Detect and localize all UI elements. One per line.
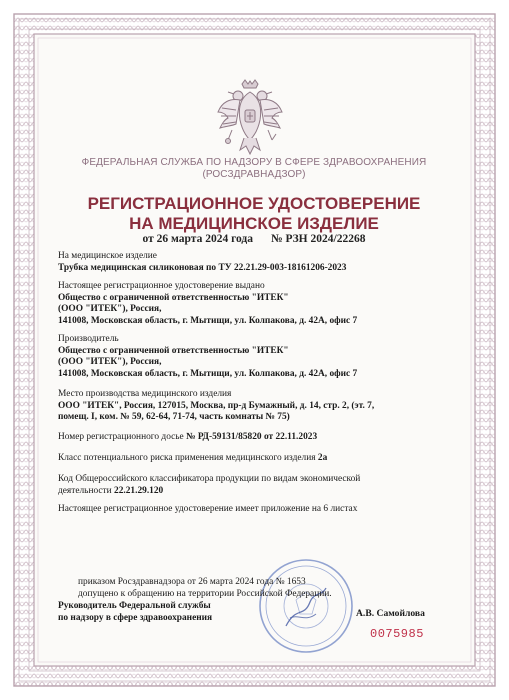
- risk-class-section: [58, 453, 458, 465]
- manufacturer-section: [58, 334, 458, 380]
- okpd-label-line-1: Код Общероссийского классификатора продукции по видам экономической: [58, 474, 361, 484]
- date-number-line: [54, 233, 454, 245]
- appendix-text: Настоящее регистрационное удостоверение имеет приложение на 6 листах: [58, 504, 358, 514]
- title-line-2: НА МЕДИЦИНСКОЕ ИЗДЕЛИЕ: [129, 214, 379, 233]
- issued-to-label: Настоящее регистрационное удостоверение выдано: [58, 281, 265, 291]
- agency-header: [54, 157, 454, 181]
- manufacturer-address: 141008, Московская область, г. Мытищи, ул. Колпакова, д. 42А, офис 7: [58, 368, 358, 379]
- production-site-label: Место производства медицинского изделия: [58, 389, 232, 399]
- dossier-label: Номер регистрационного досье: [58, 432, 184, 442]
- signatory-title: [58, 601, 212, 624]
- issued-to-line-2: (ООО "ИТЕК"), Россия,: [58, 304, 162, 315]
- order-note-line-1: приказом Росздравнадзора от 26 марта 2024 года № 1653: [78, 577, 306, 587]
- signatory-title-line-2: по надзору в сфере здравоохранения: [58, 612, 213, 623]
- certificate-title: [54, 194, 454, 234]
- risk-class-label: Класс потенциального риска применения медицинского изделия: [58, 453, 316, 463]
- coat-of-arms-emblem: [214, 78, 286, 156]
- agency-name: ФЕДЕРАЛЬНАЯ СЛУЖБА ПО НАДЗОРУ В СФЕРЕ ЗДРАВООХРАНЕНИЯ: [81, 157, 427, 168]
- dossier-section: [58, 432, 458, 444]
- issued-to-section: [58, 281, 458, 327]
- device-label: На медицинское изделие: [58, 251, 157, 261]
- issued-to-line-1: Общество с ограниченной ответственностью "ИТЕК": [58, 292, 289, 303]
- serial-number: 0075985: [370, 627, 424, 641]
- production-site-section: [58, 389, 458, 424]
- signatory-title-line-1: Руководитель Федеральной службы: [58, 601, 211, 611]
- manufacturer-label: Производитель: [58, 334, 119, 344]
- device-section: [58, 251, 458, 274]
- title-line-1: РЕГИСТРАЦИОННОЕ УДОСТОВЕРЕНИЕ: [87, 194, 421, 213]
- production-site-line-2: помещ. I, ком. № 59, 62-64, 71-74, часть комнаты № 75): [58, 412, 290, 423]
- issued-to-address: 141008, Московская область, г. Мытищи, ул. Колпакова, д. 42А, офис 7: [58, 315, 358, 326]
- order-note: [78, 577, 332, 600]
- production-site-line-1: ООО "ИТЕК", Россия, 127015, Москва, пр-д Бумажный, д. 14, стр. 2, (эт. 7,: [58, 400, 375, 411]
- device-name: Трубка медицинская силиконовая по ТУ 22.21.29-003-18161206-2023: [58, 262, 347, 273]
- manufacturer-line-1: Общество с ограниченной ответственностью "ИТЕК": [58, 345, 289, 356]
- okpd-label-line-2: деятельности: [58, 485, 112, 496]
- signatory-name: А.В. Самойлова: [356, 608, 425, 619]
- okpd-section: [58, 474, 458, 497]
- official-stamp: [256, 556, 356, 656]
- agency-abbreviation: (РОСЗДРАВНАДЗОР): [202, 169, 306, 180]
- dossier-number: № РД-59131/85820 от 22.11.2023: [186, 432, 318, 442]
- appendix-section: [58, 504, 458, 516]
- okpd-code: 22.21.29.120: [114, 485, 164, 496]
- manufacturer-line-2: (ООО "ИТЕК"), Россия,: [58, 357, 162, 368]
- issue-date: от 26 марта 2024 года: [142, 233, 254, 245]
- order-note-line-2: допущено к обращению на территории Российской Федерации.: [78, 588, 332, 599]
- risk-class-value: 2а: [317, 453, 328, 463]
- registration-number: № РЗН 2024/22268: [271, 233, 366, 245]
